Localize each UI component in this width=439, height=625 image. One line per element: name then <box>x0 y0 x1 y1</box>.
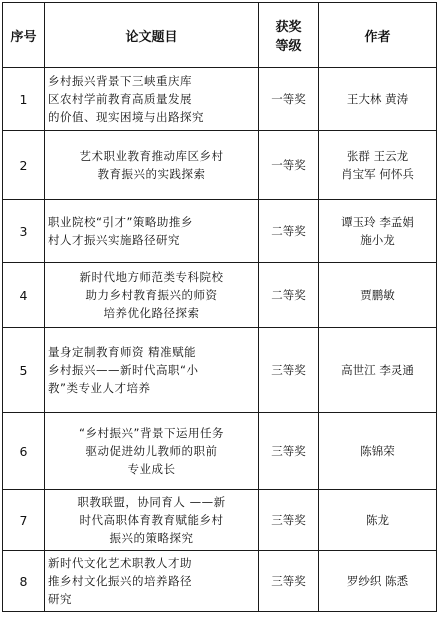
row-number: 1 <box>3 68 45 131</box>
title-line: 职教联盟，协同育人 ——新 <box>77 495 226 509</box>
header-title: 论文题目 <box>45 3 259 68</box>
title-line: 研究 <box>48 592 72 606</box>
title-line: 培养优化路径探索 <box>103 306 200 320</box>
title-line: 推乡村文化振兴的培养路径 <box>48 574 192 588</box>
award-level: 二等奖 <box>259 263 319 328</box>
paper-title <box>45 551 259 612</box>
title-line: 振兴的策略探究 <box>109 531 194 545</box>
award-level: 三等奖 <box>259 413 319 490</box>
author-line: 张群 王云龙 <box>346 149 409 163</box>
table-row <box>3 551 437 612</box>
authors <box>319 328 437 413</box>
table-row <box>3 200 437 263</box>
author-line: 王大林 黄涛 <box>346 92 409 106</box>
paper-title <box>45 200 259 263</box>
header-award-line2: 等级 <box>275 39 302 54</box>
header-author: 作者 <box>319 3 437 68</box>
table-row <box>3 490 437 551</box>
title-line: 教”类专业人才培养 <box>48 381 151 395</box>
author-line: 高世江 李灵通 <box>341 363 414 377</box>
author-line: 施小龙 <box>360 233 395 247</box>
award-level: 一等奖 <box>259 68 319 131</box>
authors <box>319 551 437 612</box>
title-line: 村人才振兴实施路径研究 <box>48 233 180 247</box>
author-line: 贾鹏敏 <box>360 288 395 302</box>
table-row <box>3 328 437 413</box>
header-award <box>259 3 319 68</box>
title-line: 职业院校“引才”策略助推乡 <box>48 215 193 229</box>
title-line: 的价值、现实困境与出路探究 <box>48 110 204 124</box>
awards-table <box>2 2 437 612</box>
authors <box>319 490 437 551</box>
header-row <box>3 3 437 68</box>
authors <box>319 413 437 490</box>
paper-title <box>45 490 259 551</box>
title-line: 新时代文化艺术职教人才助 <box>48 556 192 570</box>
award-level: 二等奖 <box>259 200 319 263</box>
paper-title <box>45 263 259 328</box>
title-line: 时代高职体育教育赋能乡村 <box>79 513 224 527</box>
title-line: 专业成长 <box>127 462 176 476</box>
header-no: 序号 <box>3 3 45 68</box>
row-number: 7 <box>3 490 45 551</box>
award-level: 三等奖 <box>259 490 319 551</box>
title-line: 驱动促进幼儿教师的职前 <box>85 444 218 458</box>
row-number: 8 <box>3 551 45 612</box>
title-line: 区农村学前教育高质量发展 <box>48 92 192 106</box>
paper-title <box>45 131 259 200</box>
paper-title <box>45 413 259 490</box>
author-line: 陈锦荣 <box>360 444 395 458</box>
title-line: 艺术职业教育推动库区乡村 <box>79 149 224 163</box>
award-level: 三等奖 <box>259 328 319 413</box>
row-number: 2 <box>3 131 45 200</box>
table-row <box>3 68 437 131</box>
header-award-line1: 获奖 <box>275 20 302 35</box>
paper-title <box>45 68 259 131</box>
award-level: 一等奖 <box>259 131 319 200</box>
table-row <box>3 131 437 200</box>
table-row <box>3 413 437 490</box>
row-number: 4 <box>3 263 45 328</box>
title-line: 教育振兴的实践探索 <box>97 167 206 181</box>
table-row <box>3 263 437 328</box>
author-line: 谭玉玲 李孟娟 <box>341 215 414 229</box>
author-line: 陈龙 <box>366 513 389 527</box>
author-line: 肖宝军 何怀兵 <box>341 167 414 181</box>
title-line: 量身定制教育师资 精准赋能 <box>48 345 197 359</box>
award-level: 三等奖 <box>259 551 319 612</box>
row-number: 5 <box>3 328 45 413</box>
authors <box>319 200 437 263</box>
authors <box>319 263 437 328</box>
row-number: 6 <box>3 413 45 490</box>
paper-title <box>45 328 259 413</box>
title-line: 乡村振兴背景下三峡重庆库 <box>48 74 192 88</box>
authors <box>319 68 437 131</box>
title-line: “乡村振兴”背景下运用任务 <box>79 426 224 440</box>
authors <box>319 131 437 200</box>
row-number: 3 <box>3 200 45 263</box>
title-line: 助力乡村教育振兴的师资 <box>85 288 218 302</box>
title-line: 乡村振兴——新时代高职“小 <box>48 363 199 377</box>
title-line: 新时代地方师范类专科院校 <box>79 270 224 284</box>
author-line: 罗纱织 陈悉 <box>346 574 409 588</box>
